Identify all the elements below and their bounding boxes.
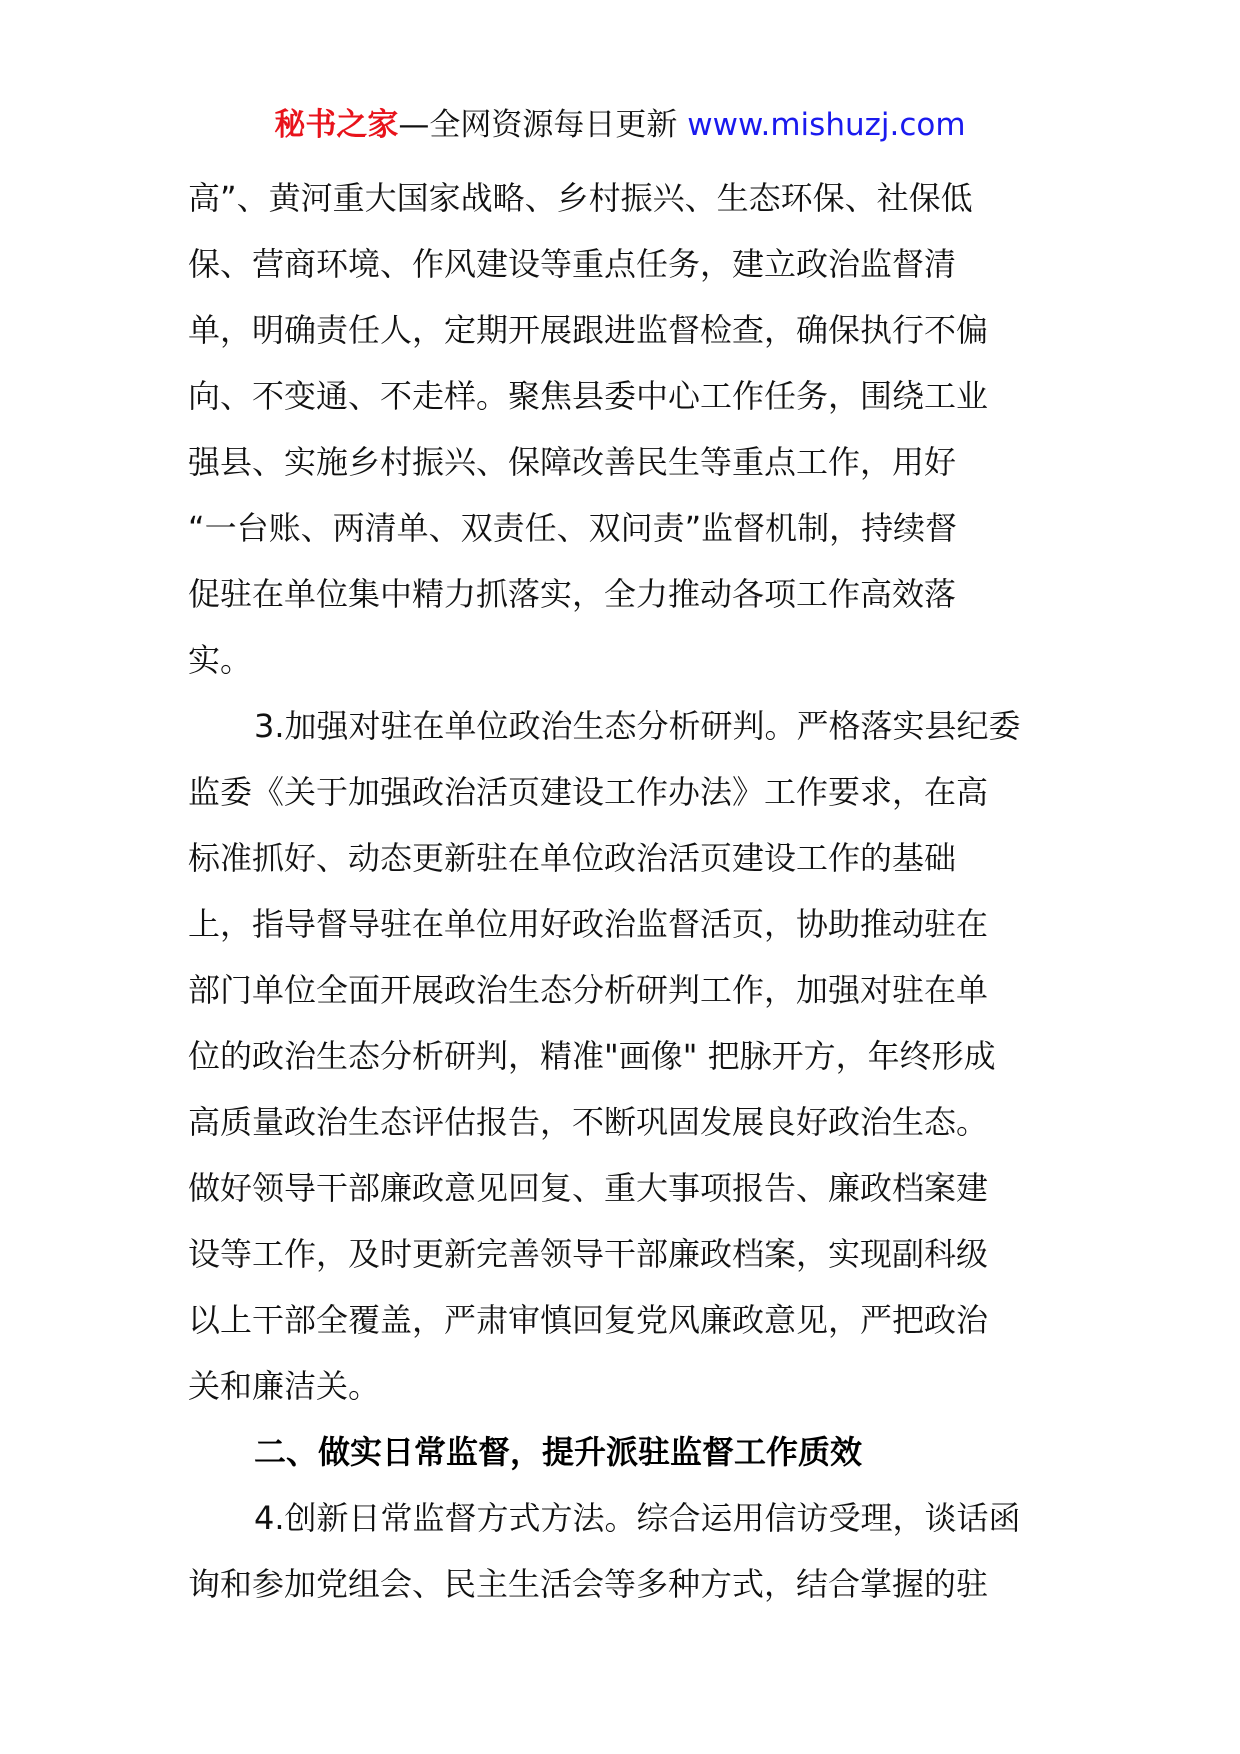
brand-name: 秘书之家 <box>274 107 399 143</box>
text-line: 询和参加党组会、民主生活会等多种方式，结合掌握的驻 <box>188 1565 989 1603</box>
text-line: 做好领导干部廉政意见回复、重大事项报告、廉政档案建 <box>188 1169 989 1207</box>
text-line: 促驻在单位集中精力抓落实，全力推动各项工作高效落 <box>188 575 957 613</box>
text-line: 向、不变通、不走样。聚焦县委中心工作任务，围绕工业 <box>188 377 989 415</box>
text-line: 监委《关于加强政治活页建设工作办法》工作要求，在高 <box>188 773 989 811</box>
text-line: 部门单位全面开展政治生态分析研判工作，加强对驻在单 <box>188 971 989 1009</box>
text-line: 强县、实施乡村振兴、保障改善民生等重点工作，用好 <box>188 443 957 481</box>
text-line: 以上干部全覆盖，严肃审慎回复党风廉政意见，严把政治 <box>188 1301 989 1339</box>
text-line: 标准抓好、动态更新驻在单位政治活页建设工作的基础 <box>188 839 957 877</box>
text-line: 保、营商环境、作风建设等重点任务，建立政治监督清 <box>188 245 957 283</box>
document-body <box>188 165 1068 1617</box>
text-line: “一台账、两清单、双责任、双问责”监督机制，持续督 <box>188 509 958 547</box>
text-line: 高质量政治生态评估报告，不断巩固发展良好政治生态。 <box>188 1103 989 1141</box>
text-line: 关和廉洁关。 <box>188 1367 381 1405</box>
text-line: 位的政治生态分析研判，精准"画像" 把脉开方，年终形成 <box>188 1037 996 1075</box>
section-heading: 二、做实日常监督，提升派驻监督工作质效 <box>254 1433 863 1471</box>
text-line: 高”、黄河重大国家战略、乡村振兴、生态环保、社保低 <box>188 179 973 217</box>
header-slogan: —全网资源每日更新 <box>398 107 678 143</box>
text-line: 3.加强对驻在单位政治生态分析研判。严格落实县纪委 <box>254 707 1021 745</box>
text-line: 上，指导督导驻在单位用好政治监督活页，协助推动驻在 <box>188 905 989 943</box>
text-line: 设等工作，及时更新完善领导干部廉政档案，实现副科级 <box>188 1235 989 1273</box>
page-header <box>0 100 1240 150</box>
site-url-link[interactable]: www.mishuzj.com <box>687 107 966 143</box>
text-line: 单，明确责任人，定期开展跟进监督检查，确保执行不偏 <box>188 311 989 349</box>
text-line: 实。 <box>188 641 253 679</box>
text-line: 4.创新日常监督方式方法。综合运用信访受理，谈话函 <box>254 1499 1021 1537</box>
